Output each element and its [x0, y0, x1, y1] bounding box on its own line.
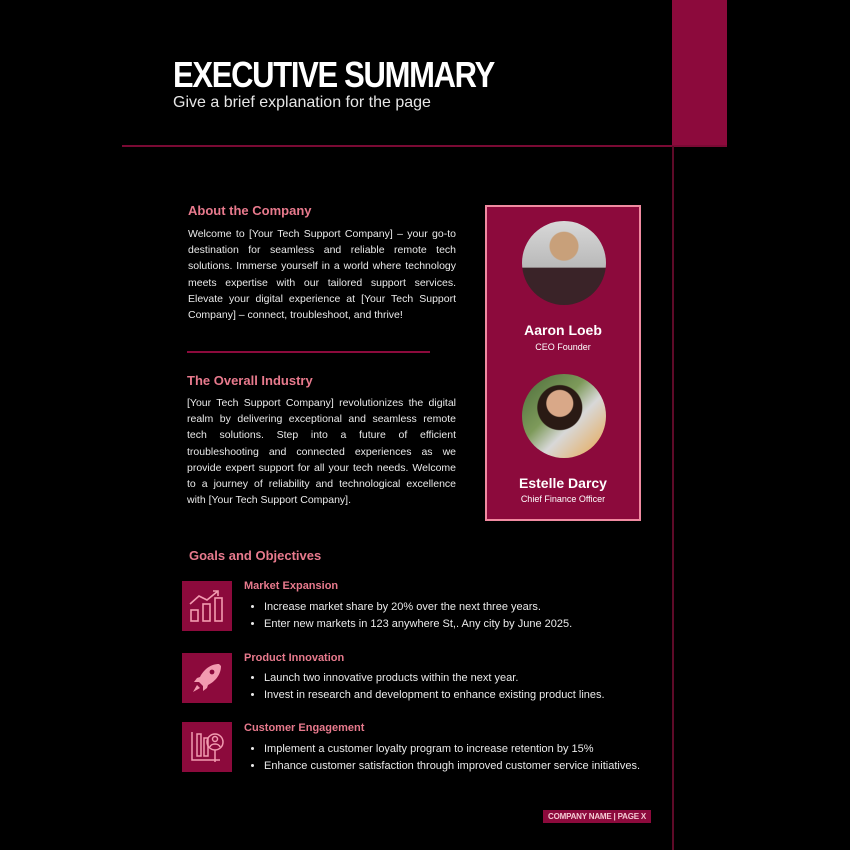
team-member-name: Aaron Loeb	[524, 322, 602, 338]
goal-title: Customer Engagement	[244, 722, 365, 734]
page-title: EXECUTIVE SUMMARY	[173, 54, 494, 95]
rocket-icon	[182, 653, 232, 703]
goals-heading: Goals and Objectives	[189, 548, 322, 563]
team-member-name: Estelle Darcy	[519, 475, 607, 491]
footer-page-tag: COMPANY NAME | PAGE X	[543, 810, 651, 823]
goal-title: Market Expansion	[244, 580, 339, 592]
goal-bullet: • Launch two innovative products within the next year.	[264, 670, 657, 687]
corner-accent-block	[672, 0, 727, 146]
industry-paragraph: [Your Tech Support Company] revolutionizes the digital realm by delivering exceptional and seamless remote tech solutions. Step into a future of efficient troubleshooting and connected experiences as we provide expert support for all your tech needs. Welcome to a journey of reliability and technological excellence with [Your Tech Support Company].	[187, 397, 456, 507]
team-member-role: Chief Finance Officer	[520, 494, 606, 504]
goal-bullet: • Increase market share by 20% over the next three years.	[264, 599, 657, 616]
section-divider	[187, 351, 430, 353]
vertical-accent-line	[672, 146, 674, 850]
goal-bullet: • Enter new markets in 123 anywhere St,. Any city by June 2025.	[264, 616, 657, 633]
goal-bullets	[252, 599, 657, 632]
goal-bullets	[252, 741, 657, 774]
growth-chart-icon	[182, 581, 232, 631]
about-heading: About the Company	[188, 203, 312, 218]
header-divider-line	[122, 145, 727, 147]
goal-bullets	[252, 670, 657, 703]
page-subtitle: Give a brief explanation for the page	[173, 94, 431, 111]
avatar-estelle-darcy	[522, 374, 606, 458]
goal-bullet: • Implement a customer loyalty program to increase retention by 15%	[264, 741, 657, 758]
team-card	[485, 205, 641, 521]
goal-bullet: • Invest in research and development to enhance existing product lines.	[264, 687, 657, 704]
industry-heading: The Overall Industry	[187, 373, 313, 388]
goal-title: Product Innovation	[244, 652, 345, 664]
customer-search-icon	[182, 722, 232, 772]
goal-bullet: • Enhance customer satisfaction through improved customer service initiatives.	[264, 758, 657, 775]
team-member-role: CEO Founder	[535, 342, 591, 352]
about-paragraph: Welcome to [Your Tech Support Company] – your go-to destination for seamless and reliable remote tech solutions. Immerse yourself in a world where technology meets expertise with our tailored support services. Elevate your digital experience at [Your Tech Support Company] – connect, troubleshoot, and thrive!	[188, 228, 456, 322]
avatar-aaron-loeb	[522, 221, 606, 305]
